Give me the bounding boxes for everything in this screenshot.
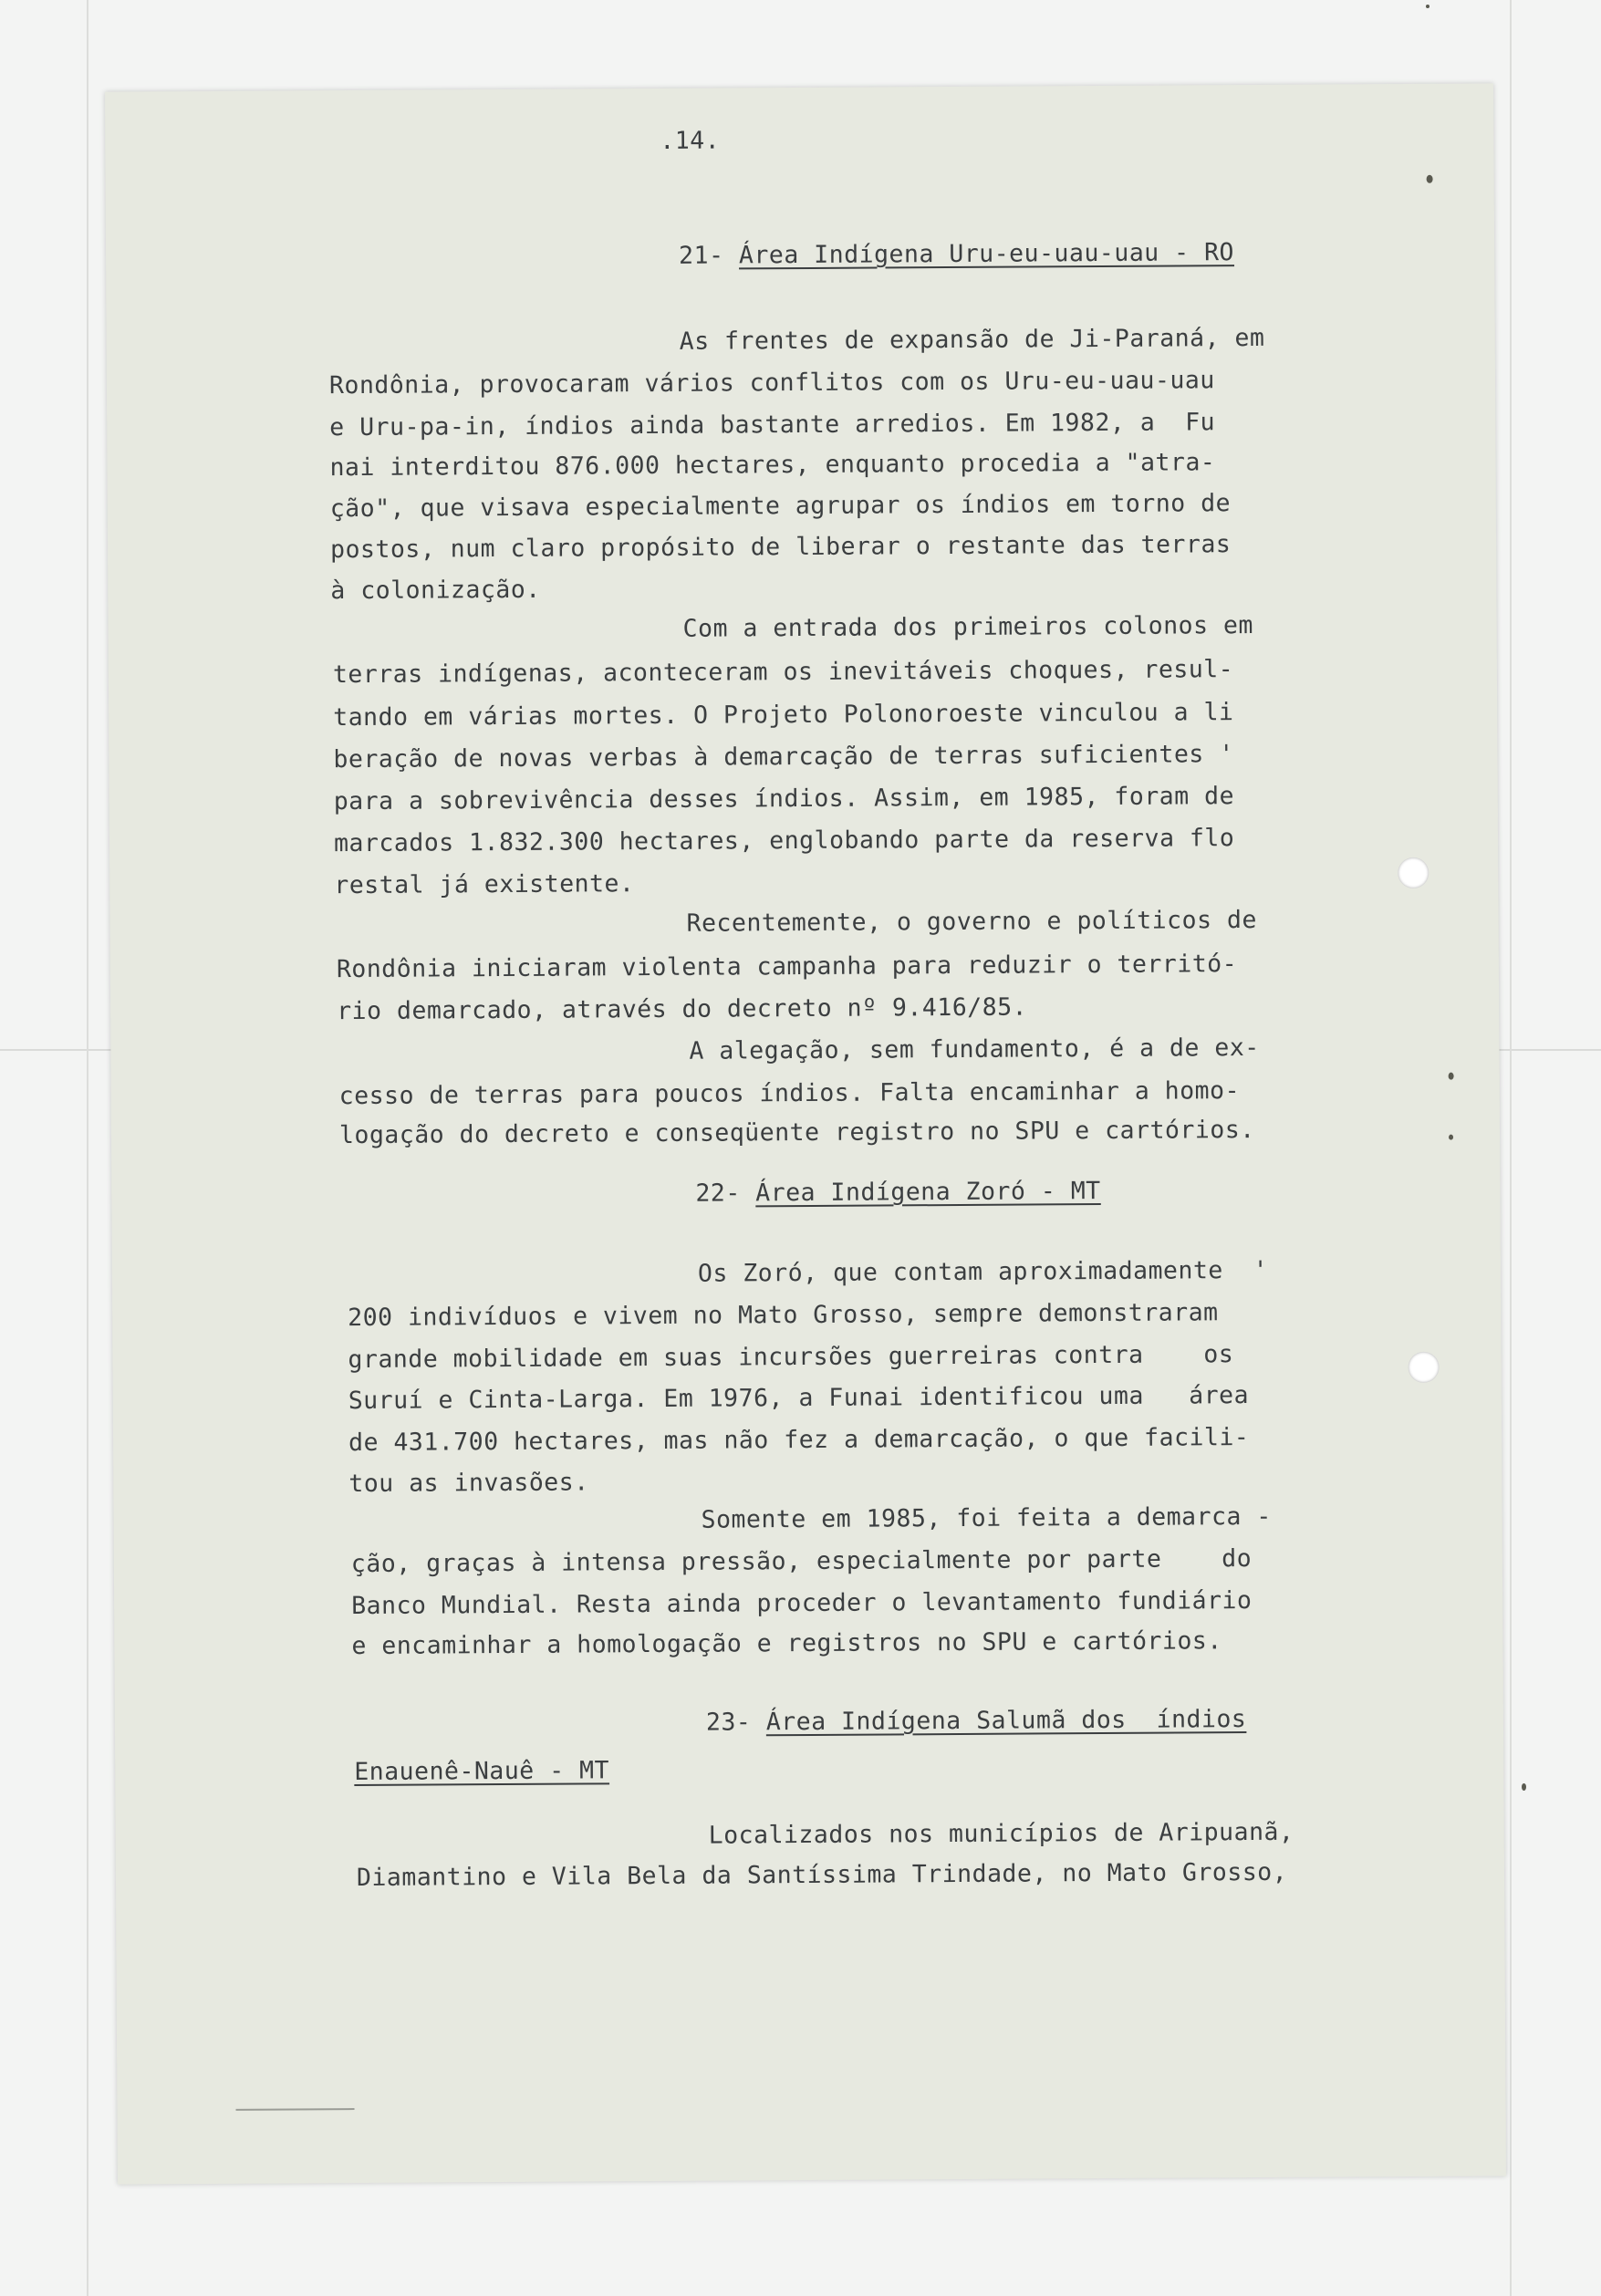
section-heading: 23- Área Indígena Salumã dos índios [705, 1705, 1247, 1737]
paragraph-line: 200 indivíduos e vivem no Mato Grosso, sempre demonstraram [348, 1298, 1219, 1333]
paragraph-line: Com a entrada dos primeiros colonos em [682, 610, 1253, 643]
ink-speck [1426, 5, 1429, 8]
ink-speck [1427, 175, 1433, 183]
paragraph-line: à colonização. [330, 575, 541, 606]
ink-speck [1449, 1073, 1454, 1080]
paragraph-line: Banco Mundial. Resta ainda proceder o levantamento fundiário [351, 1586, 1253, 1621]
background-line [87, 0, 88, 2296]
paragraph-line: cesso de terras para poucos índios. Falta encaminhar a homo- [338, 1076, 1241, 1111]
section-heading: 22- Área Indígena Zoró - MT [695, 1177, 1101, 1208]
punch-hole [1408, 1352, 1439, 1383]
ink-speck [1449, 1135, 1453, 1140]
paragraph-line: Rondônia iniciaram violenta campanha para reduzir o territó- [336, 950, 1238, 984]
paragraph-line: e Uru-pa-in, índios ainda bastante arredios. Em 1982, a Fu [329, 408, 1216, 442]
paragraph-line: As frentes de expansão de Ji-Paraná, em [679, 323, 1265, 356]
paragraph-line: para a sobrevivência desses índios. Assim, em 1985, foram de [333, 782, 1235, 816]
punch-hole [1398, 857, 1429, 888]
paragraph-line: logação do decreto e conseqüente registro no SPU e cartórios. [338, 1115, 1255, 1150]
paragraph-line: Recentemente, o governo e políticos de [686, 905, 1257, 938]
background-line [1510, 0, 1512, 2296]
paragraph-line: e encaminhar a homologação e registros no SPU e cartórios. [351, 1626, 1222, 1661]
paragraph-line: Diamantino e Vila Bela da Santíssima Trindade, no Mato Grosso, [356, 1857, 1288, 1893]
paragraph-line: rio demarcado, através do decreto nº 9.416/85. [337, 992, 1028, 1026]
paragraph-line: marcados 1.832.300 hectares, englobando parte da reserva flo [333, 824, 1235, 858]
section-heading-continued: Enauenê-Nauê - MT [354, 1756, 610, 1787]
paragraph-line: de 431.700 hectares, mas não fez a demarcação, o que facili- [348, 1423, 1250, 1458]
paragraph-line: Somente em 1985, foi feita a demarca - [701, 1501, 1272, 1534]
paragraph-line: beração de novas verbas à demarcação de terras suficientes ' [333, 740, 1234, 774]
paragraph-line: ção, graças à intensa pressão, especialmente por parte do [350, 1544, 1253, 1579]
paragraph-line: Localizados nos municípios de Aripuanã, [708, 1817, 1294, 1850]
paragraph-line: tando em várias mortes. O Projeto Polonoroeste vinculou a li [333, 698, 1234, 732]
paragraph-line: grande mobilidade em suas incursões guerreiras contra os [348, 1340, 1234, 1375]
ink-speck [1522, 1783, 1526, 1791]
paragraph-line: nai interditou 876.000 hectares, enquanto procedia a "atra- [329, 448, 1216, 483]
paragraph-line: A alegação, sem fundamento, é a de ex- [689, 1033, 1260, 1065]
paragraph-line: restal já existente. [334, 869, 635, 900]
page-number: .14. [660, 126, 721, 155]
scratch-mark [236, 2108, 355, 2111]
paragraph-line: ção", que visava especialmente agrupar os índios em torno de [329, 489, 1232, 524]
paragraph-line: terras indígenas, aconteceram os inevitáveis choques, resul- [332, 655, 1234, 690]
paragraph-line: Rondônia, provocaram vários conflitos com os Uru-eu-uau-uau [328, 366, 1215, 400]
paragraph-line: postos, num claro propósito de liberar o restante das terras [329, 530, 1232, 565]
paragraph-line: Os Zoró, que contam aproximadamente ' [697, 1255, 1269, 1288]
document-page [105, 83, 1506, 2184]
paragraph-line: tou as invasões. [348, 1468, 589, 1499]
paragraph-line: Suruí e Cinta-Larga. Em 1976, a Funai identificou uma área [348, 1381, 1250, 1416]
section-heading: 21- Área Indígena Uru-eu-uau-uau - RO [679, 238, 1235, 270]
background-line [0, 1049, 114, 1051]
